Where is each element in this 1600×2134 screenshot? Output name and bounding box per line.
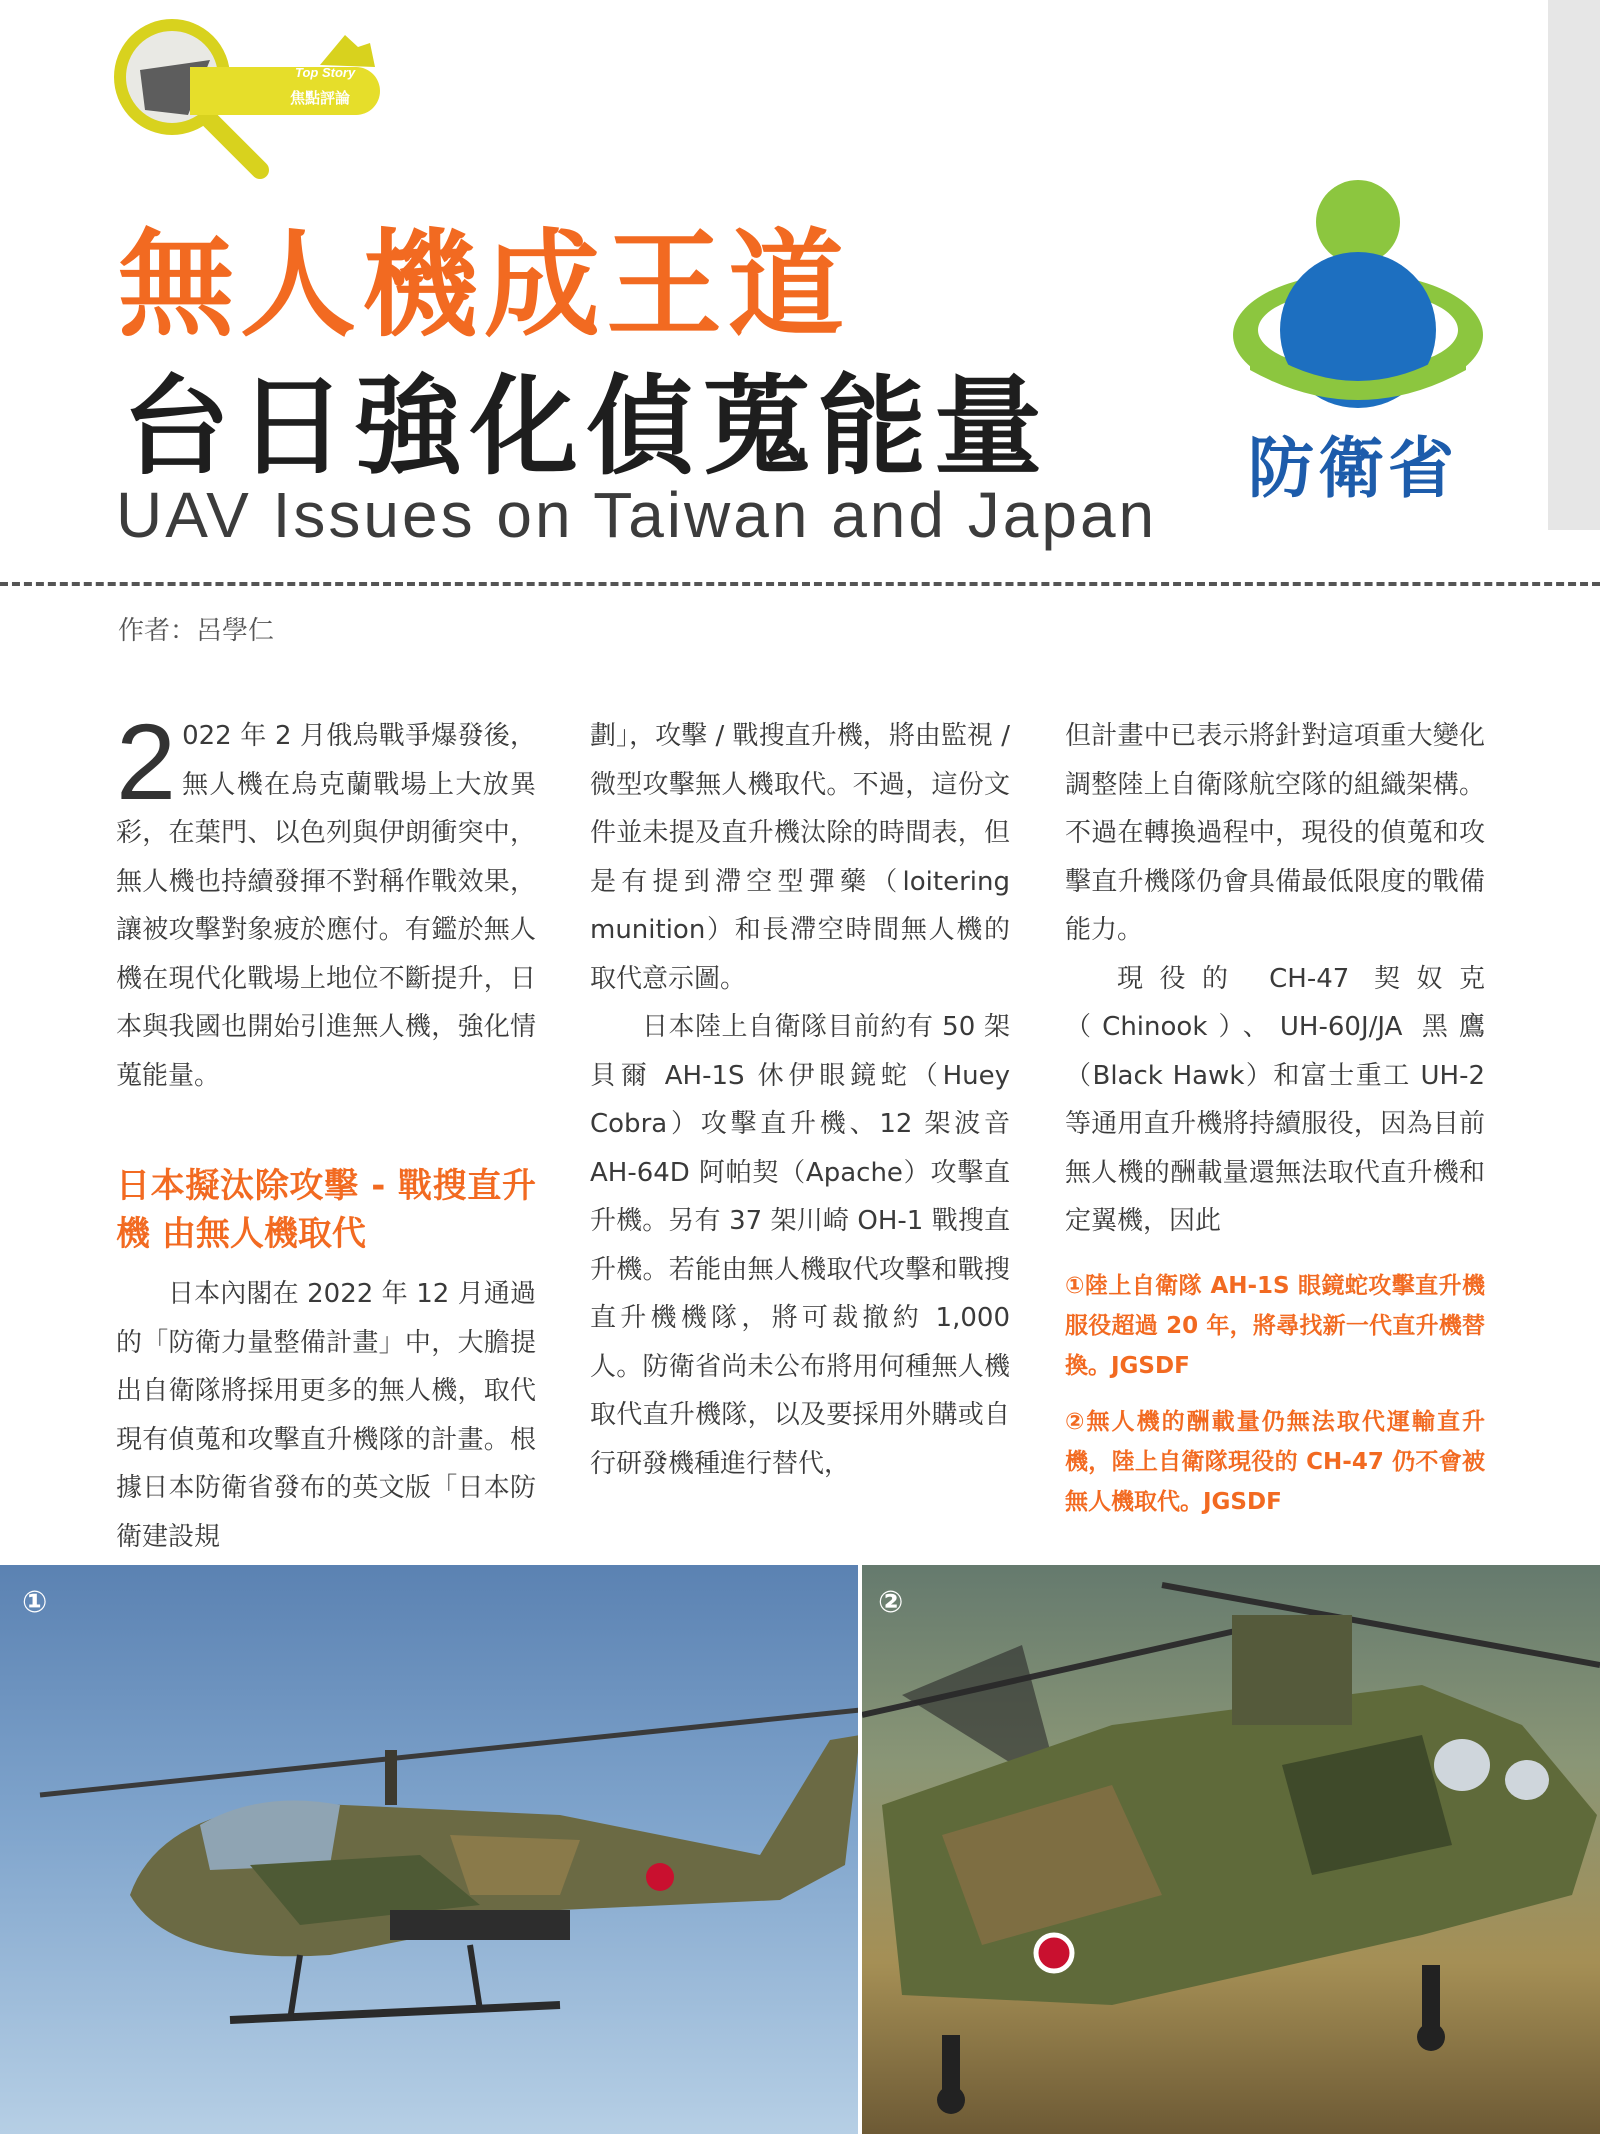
attack-helicopter-illustration bbox=[0, 1565, 858, 2134]
article-column-2 bbox=[590, 712, 1010, 1488]
intro-paragraph bbox=[116, 701, 536, 1100]
top-story-badge bbox=[100, 15, 400, 180]
paragraph: 現役的 CH-47 契奴克（Chinook）、UH-60J/JA 黑鷹（Black Hawk）和富士重工 UH-2 等通用直升機將持續服役，因為目前無人機的酬載量還無法取代直升機和定翼機，因此 bbox=[1065, 963, 1485, 1236]
article-column-3 bbox=[1065, 712, 1485, 1522]
photo-caption-2: ②無人機的酬載量仍無法取代運輸直升機，陸上自衛隊現役的 CH-47 仍不會被無人機取代。JGSDF bbox=[1065, 1408, 1485, 1515]
photo-ah1s-cobra bbox=[0, 1565, 858, 2134]
photo-number-2: ② bbox=[878, 1585, 904, 1620]
intro-text: 022 年 2 月俄烏戰爭爆發後，無人機在烏克蘭戰場上大放異彩，在葉門、以色列與伊朗衝突中，無人機也持續發揮不對稱作戰效果，讓被攻擊對象疲於應付。有鑑於無人機在現代化戰場上地位不斷提升，日本與我國也開始引進無人機，強化情蒐能量。 bbox=[116, 721, 536, 1091]
badge-top-text: Top Story bbox=[295, 65, 356, 80]
photo-ch47-chinook bbox=[862, 1565, 1600, 2134]
logo-text: 防衛省 bbox=[1248, 430, 1458, 507]
english-title: UAV Issues on Taiwan and Japan bbox=[116, 479, 1158, 551]
page-title: 無人機成王道 bbox=[118, 218, 850, 353]
transport-helicopter-illustration bbox=[862, 1565, 1600, 2134]
side-decoration-bar bbox=[1548, 0, 1600, 530]
photo-number-1: ① bbox=[22, 1585, 48, 1620]
paragraph: 劃」，攻擊 / 戰搜直升機，將由監視 / 微型攻擊無人機取代。不過，這份文件並未提及直升機汰除的時間表，但是有提到滯空型彈藥（loitering munition）和長滯空時間無人機的取代意示圖。 bbox=[590, 721, 1010, 994]
paragraph: 但計畫中已表示將針對這項重大變化調整陸上自衛隊航空隊的組織架構。 不過在轉換過程中，現役的偵蒐和攻擊直升機隊仍會具備最低限度的戰備能力。 bbox=[1065, 721, 1485, 945]
photo-caption-1: ①陸上自衛隊 AH-1S 眼鏡蛇攻擊直升機服役超過 20 年，將尋找新一代直升機替換。JGSDF bbox=[1065, 1272, 1485, 1379]
paragraph: 日本內閣在 2022 年 12 月通過的「防衛力量整備計畫」中，大膽提出自衛隊將採用更多的無人機，取代現有偵蒐和攻擊直升機隊的計畫。根據日本防衛省發布的英文版「日本防衛建設規 bbox=[116, 1279, 536, 1552]
drop-cap: 2 bbox=[116, 701, 177, 822]
author-byline: 作者：呂學仁 bbox=[118, 616, 275, 646]
article-column-1 bbox=[116, 701, 536, 1561]
header-divider bbox=[0, 582, 1600, 586]
page-subtitle: 台日強化偵蒐能量 bbox=[122, 365, 1051, 490]
paragraph: 日本陸上自衛隊目前約有 50 架貝爾 AH-1S 休伊眼鏡蛇（Huey Cobra）攻擊直升機、12 架波音 AH-64D 阿帕契（Apache）攻擊直升機。另有 37 架川崎 OH-1 戰搜直升機。若能由無人機取代攻擊和戰搜直升機機隊，將可裁撤約 1,000 人。防衛省尚未公布將用何種無人機取代直升機隊，以及要採用外購或自行研發機種進行替代， bbox=[590, 1012, 1010, 1479]
section-heading: 日本擬汰除攻擊 - 戰搜直升機 由無人機取代 bbox=[116, 1166, 536, 1254]
badge-label: 焦點評論 bbox=[290, 89, 351, 107]
